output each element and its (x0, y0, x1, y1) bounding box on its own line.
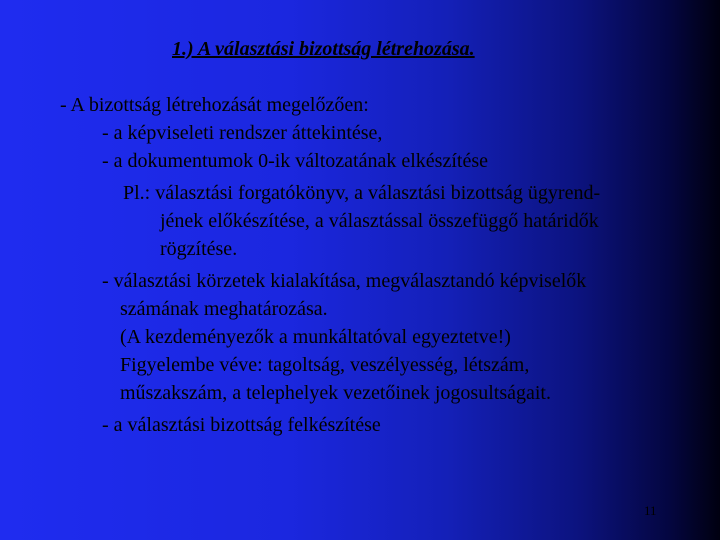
bullet-line: - a képviseleti rendszer áttekintése, (102, 122, 383, 144)
note-line: (A kezdeményezők a munkáltatóval egyeztetve!) (120, 326, 511, 348)
example-continuation-line: jének előkészítése, a választással összefüggő határidők (160, 210, 599, 232)
continuation-line: számának meghatározása. (120, 298, 328, 320)
bullet-line: - a dokumentumok 0-ik változatának elkészítése (102, 150, 488, 172)
note-line: műszakszám, a telephelyek vezetőinek jogosultságait. (120, 382, 551, 404)
bullet-line: - a választási bizottság felkészítése (102, 414, 381, 436)
example-line: Pl.: választási forgatókönyv, a választási bizottság ügyrend- (123, 182, 601, 204)
intro-line: - A bizottság létrehozását megelőzően: (60, 94, 369, 116)
example-continuation-line: rögzítése. (160, 238, 238, 260)
page-number: 11 (644, 503, 657, 518)
slide-title: 1.) A választási bizottság létrehozása. (172, 38, 475, 60)
note-line: Figyelembe véve: tagoltság, veszélyesség, létszám, (120, 354, 530, 376)
bullet-line: - választási körzetek kialakítása, megválasztandó képviselők (102, 270, 587, 292)
